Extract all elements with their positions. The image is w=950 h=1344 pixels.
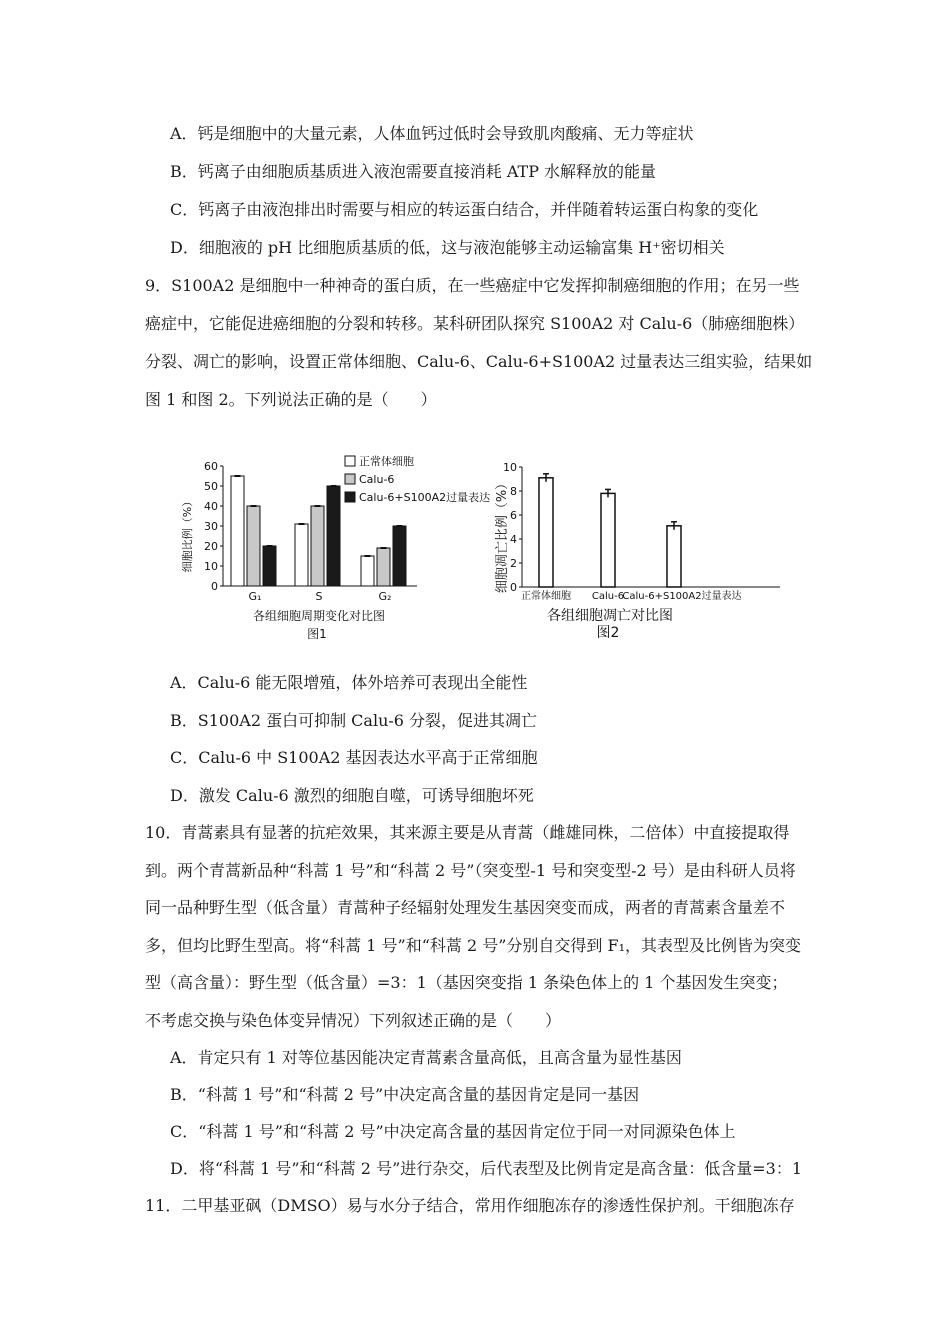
x-tick-label: 正常体细胞 [521,591,571,602]
bar [361,556,374,586]
q9-option-d: D．激发 Calu-6 激烈的细胞自噬，可诱导细胞坏死 [170,786,534,805]
y-tick-label: 10 [204,560,218,573]
x-tick-label: G₁ [248,590,262,603]
y-tick-label: 10 [503,461,517,474]
x-tick-label: S [315,590,323,603]
legend-swatch [345,474,355,484]
q10-option-a: A．肯定只有 1 对等位基因能决定青蒿素含量高低，且高含量为显性基因 [170,1048,682,1067]
q9-option-a: A．Calu-6 能无限增殖，体外培养可表现出全能性 [170,673,528,692]
q9-stem-line-3: 分裂、凋亡的影响，设置正常体细胞、Calu-6、Calu-6+S100A2 过量表达三组实验，结果如 [145,352,813,371]
bar [231,476,244,586]
q9-stem-line-1: 9．S100A2 是细胞中一种神奇的蛋白质，在一些癌症中它发挥抑制癌细胞的作用；在另一些 [145,276,800,295]
q10-stem-line-1: 10．青蒿素具有显著的抗疟效果，其来源主要是从青蒿（雌雄同株，二倍体）中直接提取得 [145,823,790,842]
bar [295,524,308,586]
figure-1-legend [345,454,490,504]
q8-option-c: C．钙离子由液泡排出时需要与相应的转运蛋白结合，并伴随着转运蛋白构象的变化 [170,200,759,219]
q10-option-d: D．将“科蒿 1 号”和“科蒿 2 号”进行杂交，后代表型及比例肯定是高含量：低含量=3：1 [170,1159,803,1178]
q8-option-d: D．细胞液的 pH 比细胞质基质的低，这与液泡能够主动运输富集 H⁺密切相关 [170,238,725,257]
y-tick-label: 0 [211,580,218,593]
q10-stem-line-4: 多，但均比野生型高。将“科蒿 1 号”和“科蒿 2 号”分别自交得到 F₁，其表型及比例皆为突变 [145,936,802,955]
y-tick-label: 30 [204,520,218,533]
legend-label: Calu-6+S100A2过量表达 [359,491,491,504]
bar [247,506,260,586]
y-tick-label: 4 [510,533,517,546]
legend-label: 正常体细胞 [359,455,414,468]
y-tick-label: 40 [204,500,218,513]
figure-1-caption: 图1 [307,627,327,641]
x-tick-label: G₂ [378,590,392,603]
x-tick-label: Calu-6 [591,591,625,602]
q8-option-b: B．钙离子由细胞质基质进入液泡需要直接消耗 ATP 水解释放的能量 [170,162,657,181]
q10-option-c: C．“科蒿 1 号”和“科蒿 2 号”中决定高含量的基因肯定位于同一对同源染色体上 [170,1122,736,1141]
figure-2-title: 各组细胞凋亡对比图 [547,608,673,624]
y-tick-label: 20 [204,540,218,553]
y-tick-label: 8 [510,485,517,498]
bar [601,493,615,587]
y-tick-label: 50 [204,480,218,493]
bar [327,486,340,586]
q10-stem-line-3: 同一品种野生型（低含量）青蒿种子经辐射处理发生基因突变而成，两者的青蒿素含量差不 [145,898,786,917]
legend-label: Calu-6 [359,473,395,486]
y-tick-label: 60 [204,460,218,473]
bar [263,546,276,586]
figure-2-caption: 图2 [596,625,620,641]
q10-stem-line-6: 不考虑交换与染色体变异情况）下列叙述正确的是（ ） [145,1011,562,1030]
figure-1-cell-cycle-chart [175,448,505,648]
q10-stem-line-5: 型（高含量）：野生型（低含量）=3：1（基因突变指 1 条染色体上的 1 个基因发生突变； [145,973,788,992]
figure-2-apoptosis-chart [480,455,790,650]
legend-swatch [345,456,355,466]
figure-1-title: 各组细胞周期变化对比图 [252,609,386,623]
bar [539,478,553,587]
q9-option-c: C．Calu-6 中 S100A2 基因表达水平高于正常细胞 [170,748,538,767]
figure-2-bars [539,474,681,587]
y-tick-label: 0 [510,581,517,594]
y-tick-label: 2 [510,557,517,570]
q9-stem-line-2: 癌症中，它能促进癌细胞的分裂和转移。某科研团队探究 S100A2 对 Calu-6（肺癌细胞株） [145,314,805,333]
q8-option-a: A．钙是细胞中的大量元素，人体血钙过低时会导致肌肉酸痛、无力等症状 [170,124,694,143]
bar [311,506,324,586]
q11-stem-line-1: 11．二甲基亚砜（DMSO）易与水分子结合，常用作细胞冻存的渗透性保护剂。干细胞冻存 [145,1196,795,1215]
legend-swatch [345,492,355,502]
bar [393,526,406,586]
figure-1-y-axis-label: 细胞比例（%） [181,495,194,573]
bar [377,548,390,586]
q9-stem-line-4: 图 1 和图 2。下列说法正确的是（ ） [145,390,437,409]
bar [667,526,681,587]
q9-option-b: B．S100A2 蛋白可抑制 Calu-6 分裂，促进其凋亡 [170,711,538,730]
x-tick-label: Calu-6+S100A2过量表达 [622,591,742,602]
y-tick-label: 6 [510,509,517,522]
q10-stem-line-2: 到。两个青蒿新品种“科蒿 1 号”和“科蒿 2 号”（突变型-1 号和突变型-2 号）是由科研人员将 [145,861,796,880]
q10-option-b: B．“科蒿 1 号”和“科蒿 2 号”中决定高含量的基因肯定是同一基因 [170,1085,640,1104]
figure-2-y-axis-label: 细胞凋亡比例（%） [495,476,510,594]
